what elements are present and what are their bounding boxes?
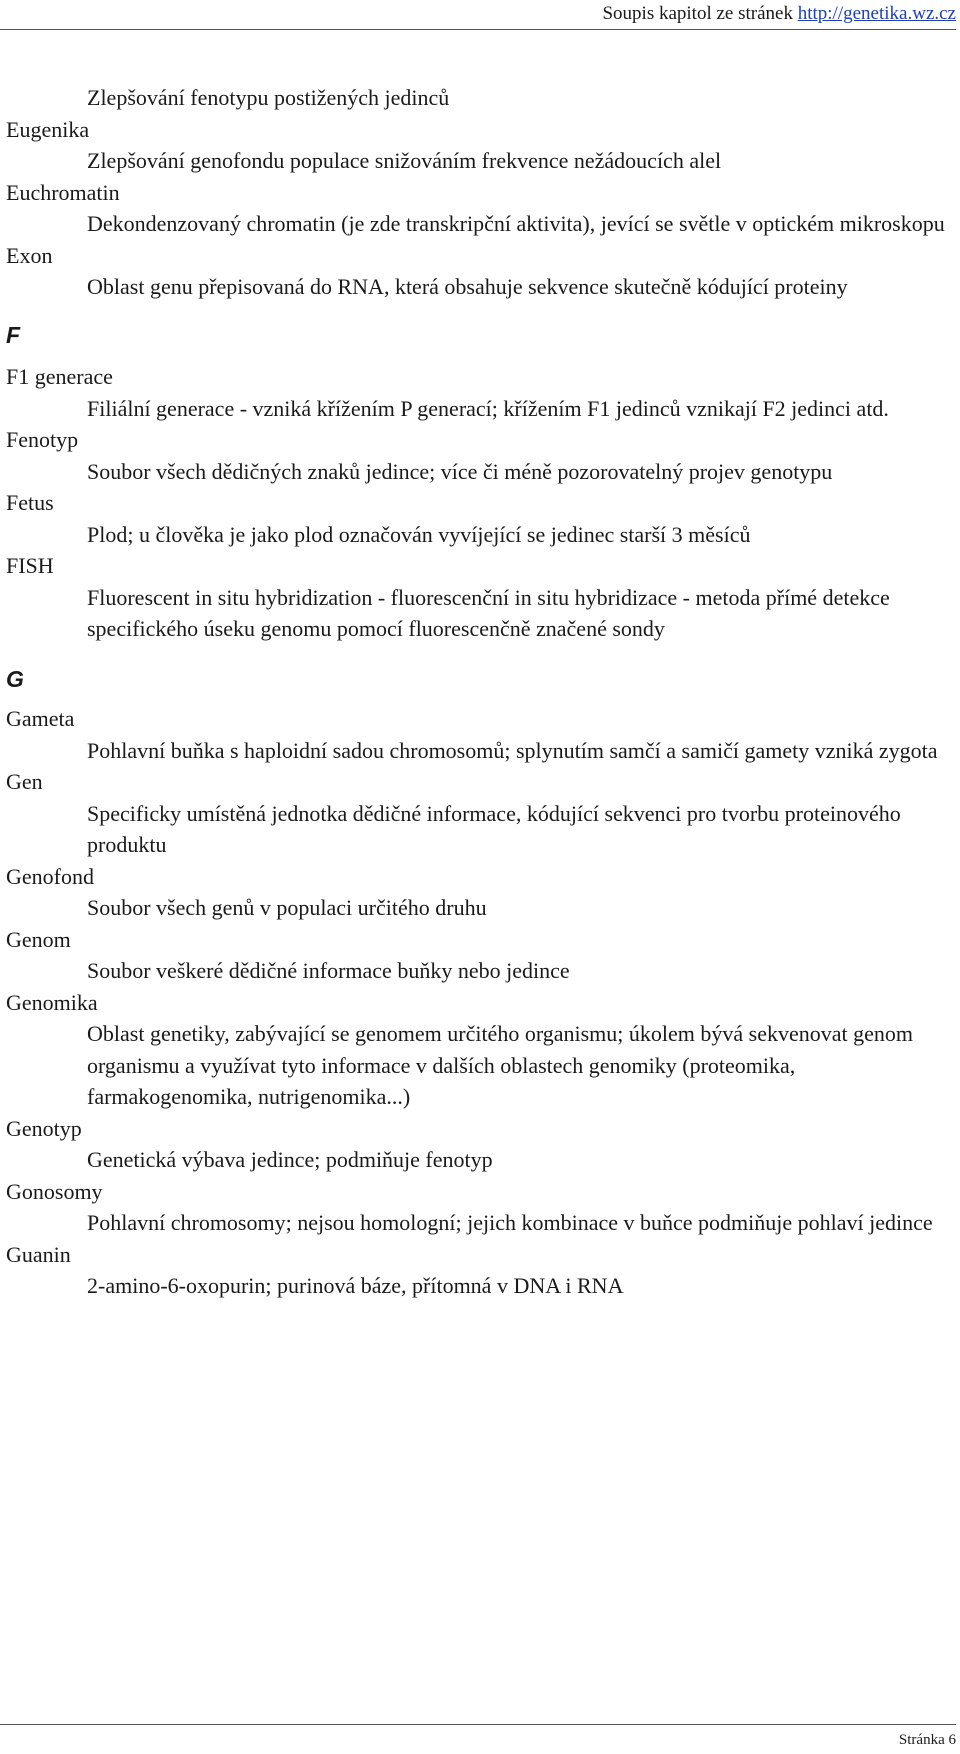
term-fetus: Fetus xyxy=(6,490,54,515)
term-euchromatin: Euchromatin xyxy=(6,179,120,205)
def-genofond: Soubor všech genů v populaci určitého druhu xyxy=(87,895,487,920)
def-fetus: Plod; u člověka je jako plod označován vyvíjející se jedinec starší 3 měsíců xyxy=(87,521,751,547)
section-letter-g: G xyxy=(6,665,24,692)
term-fenotyp: Fenotyp xyxy=(6,427,79,452)
term-gen: Gen xyxy=(6,769,43,794)
entries-f xyxy=(6,361,952,645)
term-gameta: Gameta xyxy=(6,706,75,731)
def-gameta: Pohlavní buňka s haploidní sadou chromosomů; splynutím samčí a samičí gamety vzniká zygota xyxy=(87,737,938,763)
term-fish: FISH xyxy=(6,553,54,578)
def-fish: Fluorescent in situ hybridization - fluorescenční in situ hybridizace - metoda přímé detekce specifického úseku genomu pomocí fluorescenčně značené sondy xyxy=(87,584,890,641)
term-genom: Genom xyxy=(6,926,71,952)
header-text: Soupis kapitol ze stránek xyxy=(602,3,798,24)
glossary-content xyxy=(6,82,952,1302)
def-genom: Soubor veškeré dědičné informace buňky nebo jedince xyxy=(87,958,570,983)
header-link[interactable]: http://genetika.wz.cz xyxy=(797,3,956,24)
def-genomika: Oblast genetiky, zabývající se genomem určitého organismu; úkolem bývá sekvenovat genom organismu a využívat tyto informace v dalších oblastech genomiky (proteomika, farmakogenomika, nutrigenomika...) xyxy=(87,1021,914,1109)
section-letter-f: F xyxy=(6,321,21,348)
entries-e xyxy=(6,114,952,303)
term-genomika: Genomika xyxy=(6,989,98,1015)
entries-g xyxy=(6,703,952,1302)
def-guanin: 2-amino-6-oxopurin; purinová báze, přítomná v DNA i RNA xyxy=(87,1273,624,1298)
footer-divider xyxy=(0,1724,956,1725)
term-genofond: Genofond xyxy=(6,863,94,889)
def-genotyp: Genetická výbava jedince; podmiňuje fenotyp xyxy=(87,1147,493,1172)
term-gonosomy: Gonosomy xyxy=(6,1178,103,1204)
term-eugenika: Eugenika xyxy=(6,116,90,142)
page-header xyxy=(0,0,956,30)
def-f1-generace: Filiální generace - vzniká křížením P generací; křížením F1 jedinců vznikají F2 jedinci atd. xyxy=(87,395,889,421)
term-exon: Exon xyxy=(6,242,53,268)
def-gen: Specificky umístěná jednotka dědičné informace, kódující sekvenci pro tvorbu proteinového produktu xyxy=(87,800,901,857)
def-fenotyp: Soubor všech dědičných znaků jedince; více či méně pozorovatelný projev genotypu xyxy=(87,458,833,484)
def-eugenika: Zlepšování genofondu populace snižováním frekvence nežádoucích alel xyxy=(87,148,722,173)
def-euchromatin: Dekondenzovaný chromatin (je zde transkripční aktivita), jevící se světle v optickém mikroskopu xyxy=(87,211,945,236)
page-number: Stránka 6 xyxy=(898,1732,956,1748)
def-gonosomy: Pohlavní chromosomy; nejsou homologní; jejich kombinace v buňce podmiňuje pohlaví jedince xyxy=(87,1210,933,1235)
term-genotyp: Genotyp xyxy=(6,1115,82,1141)
intro-definition: Zlepšování fenotypu postižených jedinců xyxy=(87,85,450,110)
term-f1-generace: F1 generace xyxy=(6,364,113,389)
def-exon: Oblast genu přepisovaná do RNA, která obsahuje sekvence skutečně kódující proteiny xyxy=(87,274,848,299)
term-guanin: Guanin xyxy=(6,1241,71,1267)
